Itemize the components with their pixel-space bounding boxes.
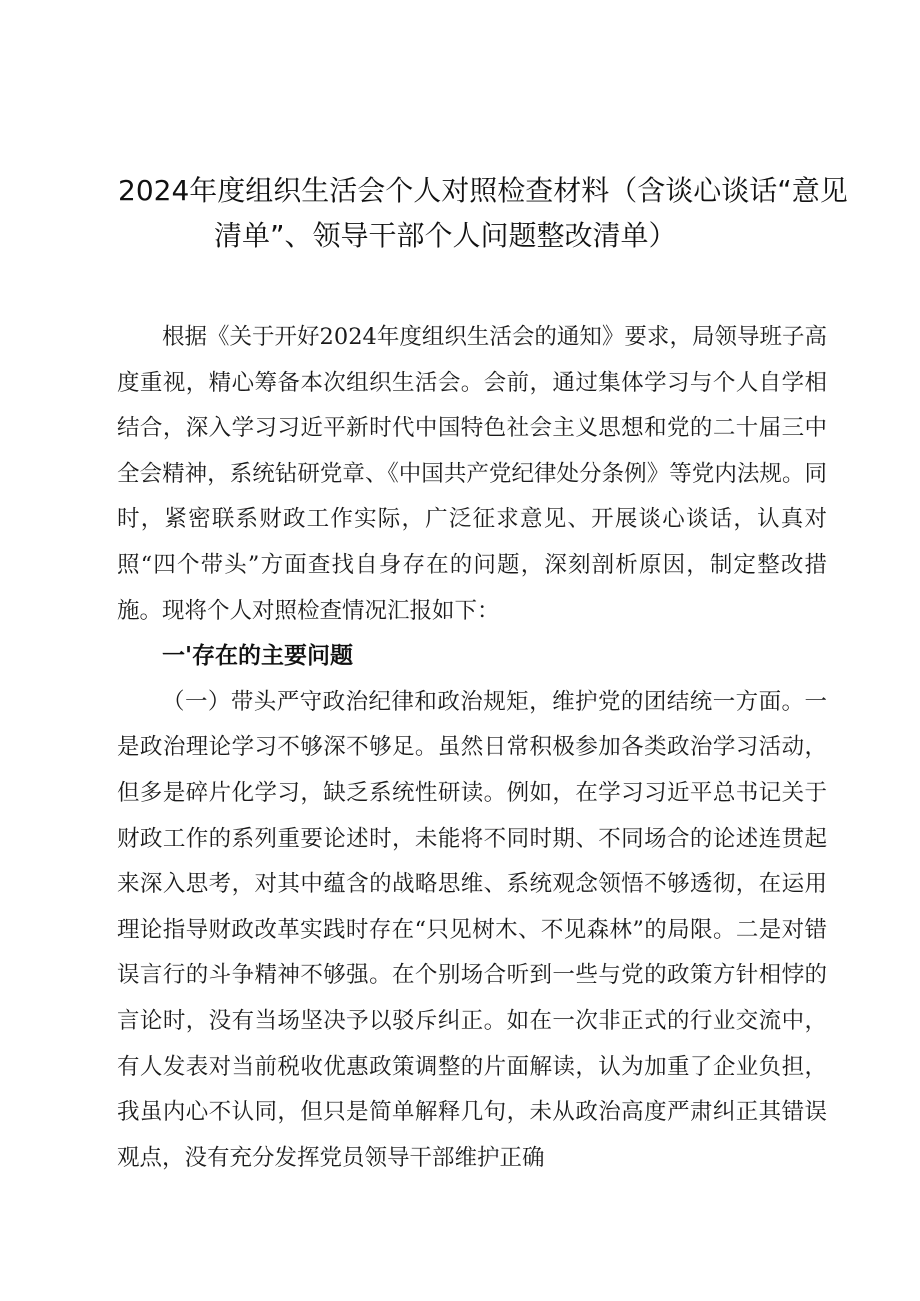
subsection-heading-political-discipline: （一）带头严守政治纪律和政治规矩，维护党的团结统一方面。: [162, 688, 805, 715]
document-body: [117, 315, 827, 1181]
section-heading-main-problems: 一'存在的主要问题: [162, 643, 354, 670]
subsection-body-text: 一是政治理论学习不够深不够足。虽然日常积极参加各类政治学习活动，但多是碎片化学习，缺乏系统性研读。例如，在学习习近平总书记关于财政工作的系列重要论述时，未能将不同时期、不同场合的论述连贯起来深入思考，对其中蕴含的战略思维、系统观念领悟不够透彻，在运用理论指导财政改革实践时存在“只见树木、不见森林”的局限。二是对错误言行的斗争精神不够强。在个别场合听到一些与党的政策方针相悖的言论时，没有当场坚决予以驳斥纠正。如在一次非正式的行业交流中，有人发表对当前税收优惠政策调整的片面解读，认为加重了企业负担，我虽内心不认同，但只是简单解释几句，未从政治高度严肃纠正其错误观点，没有充分发挥党员领导干部维护正确: [117, 688, 827, 1171]
subsection-paragraph-political-discipline: [117, 680, 827, 1182]
document-title-line-1: 2024年度组织生活会个人对照检查材料（含谈心谈话“意见: [118, 174, 848, 207]
document-title: [118, 168, 848, 258]
document-title-line-2: 清单”、领导干部个人问题整改清单）: [214, 219, 677, 252]
intro-paragraph: 根据《关于开好2024年度组织生活会的通知》要求，局领导班子高度重视，精心筹备本次组织生活会。会前，通过集体学习与个人自学相结合，深入学习习近平新时代中国特色社会主义思想和党的二十届三中全会精神，系统钻研党章、《中国共产党纪律处分条例》等党内法规。同时，紧密联系财政工作实际，广泛征求意见、开展谈心谈话，认真对照“四个带头”方面查找自身存在的问题，深刻剖析原因，制定整改措施。现将个人对照检查情况汇报如下：: [117, 324, 827, 624]
